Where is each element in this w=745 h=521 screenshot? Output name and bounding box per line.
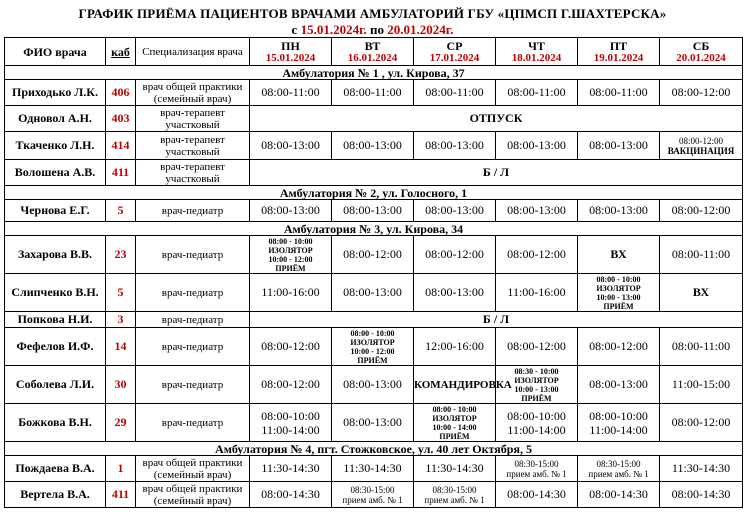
time-cell: 08:00-11:00 (660, 236, 743, 274)
time-cell: 08:00-12:00 (496, 328, 578, 366)
doctor-name: Божкова В.Н. (5, 404, 106, 442)
time-cell: 11:00-16:00 (250, 274, 332, 312)
specialization: врач-педиатр (136, 404, 250, 442)
specialization: врач-терапевт участковый (136, 106, 250, 132)
cabinet: 1 (106, 456, 136, 482)
col-kab: каб (106, 38, 136, 66)
cabinet: 406 (106, 80, 136, 106)
col-sat: СБ 20.01.2024 (660, 38, 743, 66)
business-trip-cell: КОМАНДИРОВКА (414, 366, 496, 404)
time-cell: 08:00-13:00 (578, 366, 660, 404)
cabinet: 5 (106, 274, 136, 312)
from-label: с (291, 22, 298, 37)
cabinet: 29 (106, 404, 136, 442)
time-cell: 08:00-12:00 (578, 328, 660, 366)
doctor-row (5, 274, 743, 312)
col-spec: Специализация врача (136, 38, 250, 66)
doctor-row (5, 366, 743, 404)
day-off-cell: ВХ (660, 274, 743, 312)
time-cell: 08:00-12:00 (496, 236, 578, 274)
isolator-cell: 08:00 - 10:00 ИЗОЛЯТОР 10:00 - 12:00 ПРИЁМ (250, 236, 332, 274)
time-cell: 08:00-12:00 (660, 80, 743, 106)
col-thu: ЧТ 18.01.2024 (496, 38, 578, 66)
time-cell: 08:00-13:00 (332, 200, 414, 222)
time-cell: 11:30-14:30 (250, 456, 332, 482)
time-cell: 11:00-15:00 (660, 366, 743, 404)
time-cell: 08:00-11:00 (332, 80, 414, 106)
specialization: врач-педиатр (136, 200, 250, 222)
time-cell: 08:00-11:00 (660, 328, 743, 366)
time-cell: 08:00-11:00 (250, 80, 332, 106)
specialization: врач-педиатр (136, 236, 250, 274)
date-from: 15.01.2024г. (300, 22, 367, 37)
time-cell: 08:00-12:00 ВАКЦИНАЦИЯ (660, 132, 743, 160)
doctor-row (5, 106, 743, 132)
time-cell: 08:00-13:00 (414, 200, 496, 222)
section-title: Амбулатория № 4, пгт. Стожковское, ул. 40 лет Октября, 5 (5, 442, 743, 456)
specialization: врач общей практики (семейный врач) (136, 80, 250, 106)
to-label: по (370, 22, 385, 37)
time-cell: 08:30-15:00 прием амб. № 1 (332, 482, 414, 508)
schedule-table (4, 37, 743, 508)
section-title: Амбулатория № 2, ул. Голосного, 1 (5, 186, 743, 200)
section-row (5, 222, 743, 236)
doctor-name: Волошена А.В. (5, 160, 106, 186)
time-cell: 08:00-12:00 (250, 328, 332, 366)
time-cell: 12:00-16:00 (414, 328, 496, 366)
time-cell: 08:00-12:00 (660, 200, 743, 222)
cabinet: 411 (106, 160, 136, 186)
cabinet: 411 (106, 482, 136, 508)
time-cell: 08:30-15:00 прием амб. № 1 (414, 482, 496, 508)
time-cell: 08:30-15:00 прием амб. № 1 (578, 456, 660, 482)
time-cell: 08:00-10:00 11:00-14:00 (250, 404, 332, 442)
schedule-period (0, 22, 745, 38)
col-fri: ПТ 19.01.2024 (578, 38, 660, 66)
date-to: 20.01.2024г. (387, 22, 454, 37)
doctor-name: Попкова Н.И. (5, 312, 106, 328)
sick-leave-note: Б / Л (250, 312, 743, 328)
doctor-name: Одновол А.Н. (5, 106, 106, 132)
col-wed: СР 17.01.2024 (414, 38, 496, 66)
cabinet: 403 (106, 106, 136, 132)
doctor-name: Слипченко В.Н. (5, 274, 106, 312)
doctor-name: Чернова Е.Г. (5, 200, 106, 222)
doctor-row (5, 456, 743, 482)
day-off-cell: ВХ (578, 236, 660, 274)
schedule-title: ГРАФИК ПРИЁМА ПАЦИЕНТОВ ВРАЧАМИ АМБУЛАТОРИЙ ГБУ «ЦПМСП Г.ШАХТЕРСКА» (78, 6, 667, 21)
doctor-row (5, 132, 743, 160)
cabinet: 14 (106, 328, 136, 366)
sick-leave-note: Б / Л (250, 160, 743, 186)
specialization: врач-терапевт участковый (136, 160, 250, 186)
vaccination-note: ВАКЦИНАЦИЯ (667, 145, 735, 156)
doctor-name: Соболева Л.И. (5, 366, 106, 404)
time-cell: 08:00-12:00 (660, 404, 743, 442)
doctor-name: Пождаева В.А. (5, 456, 106, 482)
specialization: врач-педиатр (136, 366, 250, 404)
time-cell: 08:00-10:00 11:00-14:00 (578, 404, 660, 442)
header-row (5, 38, 743, 66)
time-cell: 08:00-13:00 (414, 274, 496, 312)
time-cell: 11:30-14:30 (332, 456, 414, 482)
time-cell: 08:00-13:00 (414, 132, 496, 160)
doctor-row (5, 404, 743, 442)
doctor-name: Вертела В.А. (5, 482, 106, 508)
isolator-cell: 08:00 - 10:00 ИЗОЛЯТОР 10:00 - 12:00 ПРИЁМ (332, 328, 414, 366)
time-cell: 08:00-10:00 11:00-14:00 (496, 404, 578, 442)
section-row (5, 66, 743, 80)
doctor-name: Захарова В.В. (5, 236, 106, 274)
time-cell: 08:00-14:30 (578, 482, 660, 508)
time-cell: 08:00-12:00 (414, 236, 496, 274)
cabinet: 30 (106, 366, 136, 404)
time-cell: 08:00-13:00 (332, 274, 414, 312)
specialization: врач-педиатр (136, 328, 250, 366)
section-row (5, 442, 743, 456)
doctor-row (5, 160, 743, 186)
time-cell: 08:00-11:00 (578, 80, 660, 106)
doctor-name: Фефелов И.Ф. (5, 328, 106, 366)
doctor-row (5, 80, 743, 106)
doctor-name: Ткаченко Л.Н. (5, 132, 106, 160)
col-mon: ПН 15.01.2024 (250, 38, 332, 66)
time-cell: 08:00-14:30 (496, 482, 578, 508)
time-cell: 08:00-13:00 (250, 132, 332, 160)
time-cell: 08:00-13:00 (332, 366, 414, 404)
col-fio: ФИО врача (5, 38, 106, 66)
time-cell: 08:00-13:00 (250, 200, 332, 222)
time-cell: 08:00-11:00 (496, 80, 578, 106)
cabinet: 3 (106, 312, 136, 328)
doctor-row (5, 236, 743, 274)
time-cell: 11:00-16:00 (496, 274, 578, 312)
isolator-cell: 08:00 - 10:00 ИЗОЛЯТОР 10:00 - 14:00 ПРИЁМ (414, 404, 496, 442)
time-cell: 08:00-11:00 (414, 80, 496, 106)
specialization: врач-терапевт участковый (136, 132, 250, 160)
vacation-note: ОТПУСК (250, 106, 743, 132)
time-cell: 08:00-12:00 (332, 236, 414, 274)
time-cell: 08:00-13:00 (496, 132, 578, 160)
specialization: врач общей практики (семейный врач) (136, 482, 250, 508)
section-row (5, 186, 743, 200)
isolator-cell: 08:30 - 10:00 ИЗОЛЯТОР 10:00 - 13:00 ПРИЁМ (496, 366, 578, 404)
specialization: врач общей практики (семейный врач) (136, 456, 250, 482)
cabinet: 23 (106, 236, 136, 274)
section-title: Амбулатория № 1 , ул. Кирова, 37 (5, 66, 743, 80)
doctor-row (5, 328, 743, 366)
time-cell: 08:00-13:00 (578, 132, 660, 160)
time-cell: 08:00-13:00 (496, 200, 578, 222)
time-cell: 08:30-15:00 прием амб. № 1 (496, 456, 578, 482)
doctor-name: Приходько Л.К. (5, 80, 106, 106)
isolator-cell: 08:00 - 10:00 ИЗОЛЯТОР 10:00 - 13:00 ПРИЁМ (578, 274, 660, 312)
time-cell: 11:30-14:30 (660, 456, 743, 482)
cabinet: 5 (106, 200, 136, 222)
time-cell: 08:00-14:30 (250, 482, 332, 508)
cabinet: 414 (106, 132, 136, 160)
doctor-row (5, 482, 743, 508)
time-cell: 11:30-14:30 (414, 456, 496, 482)
time-cell: 08:00-12:00 (250, 366, 332, 404)
time-cell: 08:00-14:30 (660, 482, 743, 508)
specialization: врач-педиатр (136, 312, 250, 328)
time-cell: 08:00-13:00 (578, 200, 660, 222)
col-tue: ВТ 16.01.2024 (332, 38, 414, 66)
time-cell: 08:00-13:00 (332, 404, 414, 442)
doctor-row (5, 200, 743, 222)
specialization: врач-педиатр (136, 274, 250, 312)
doctor-row (5, 312, 743, 328)
section-title: Амбулатория № 3, ул. Кирова, 34 (5, 222, 743, 236)
time-cell: 08:00-13:00 (332, 132, 414, 160)
